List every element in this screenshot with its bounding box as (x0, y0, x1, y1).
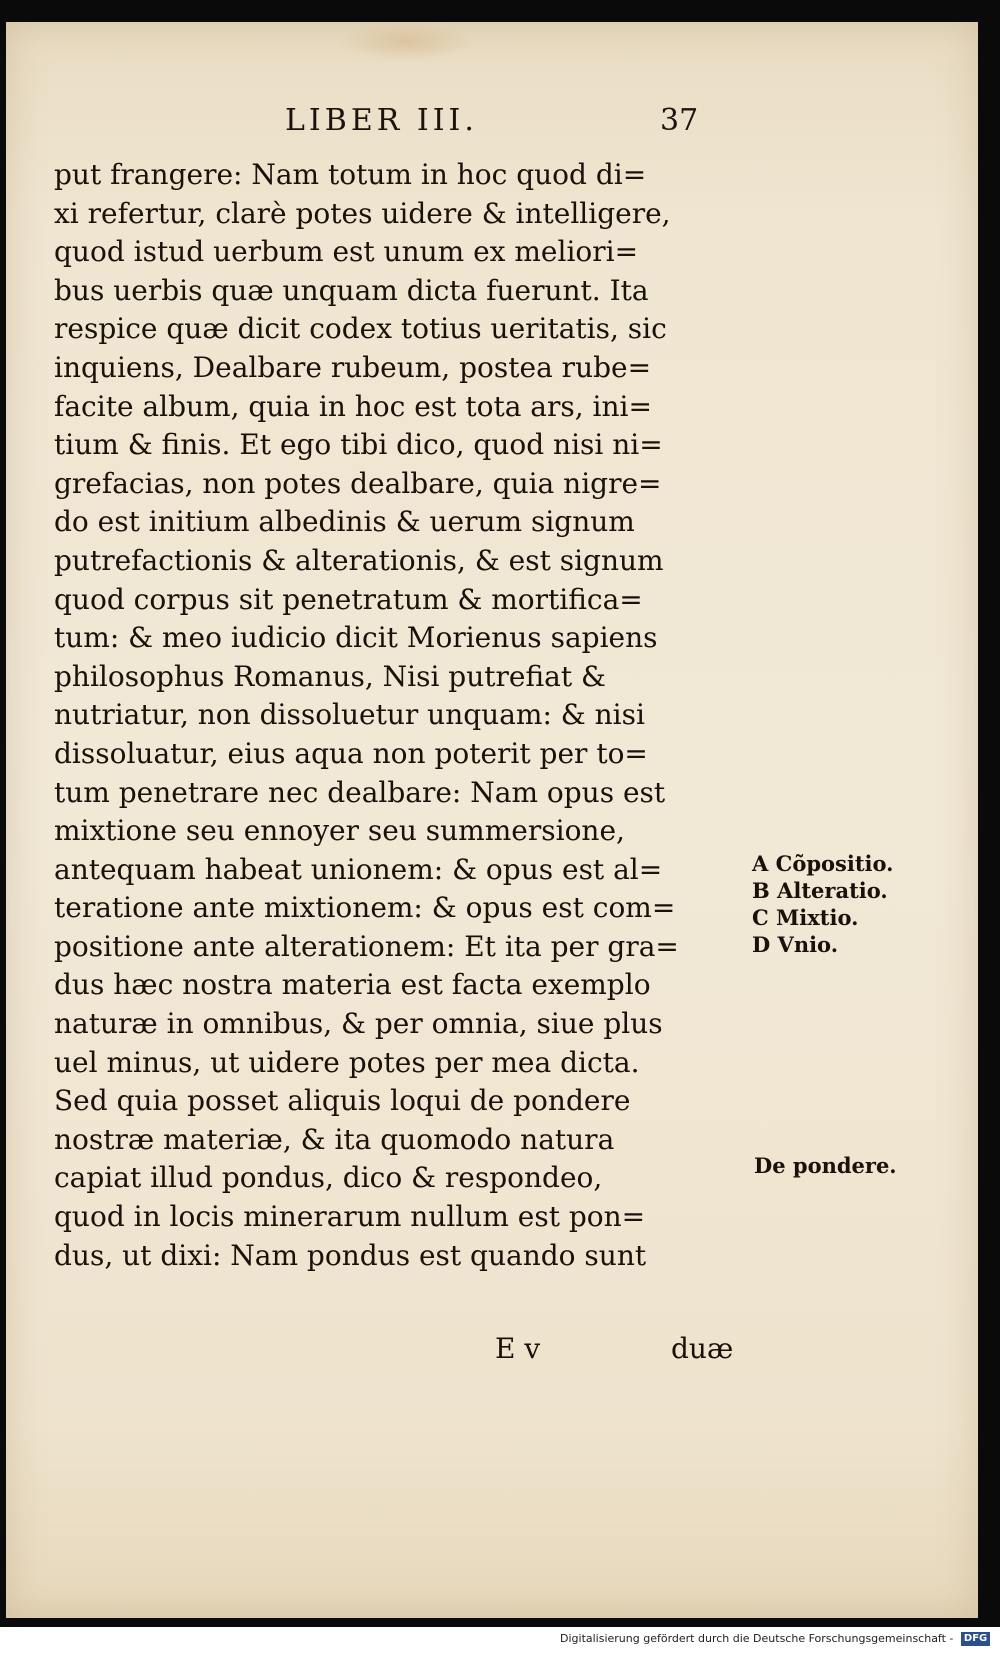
credit-text: Digitalisierung gefördert durch die Deutsche Forschungsgemeinschaft - (560, 1632, 954, 1645)
text-line-6: inquiens, Dealbare rubeum, postea rube= (54, 350, 652, 384)
scan-right-border (978, 0, 1000, 1627)
page-stain (336, 22, 476, 62)
text-line-28: quod in locis minerarum nullum est pon= (54, 1200, 646, 1234)
text-line-18: mixtione seu ennoyer seu summersione, (54, 814, 625, 848)
scan-bottom-border (0, 1618, 1000, 1627)
text-line-2: xi refertur, clarè potes uidere & intelligere, (54, 196, 671, 230)
text-line-10: do est initium albedinis & uerum signum (54, 505, 635, 539)
marginal-note-mixtio: C Mixtio. (752, 905, 859, 930)
scan-top-border (0, 0, 1000, 22)
marginal-note-compositio: A Cõpositio. (752, 851, 894, 876)
marginal-note-alteratio: B Alteratio. (752, 878, 888, 903)
signature-mark: E v (495, 1332, 541, 1365)
body-text (54, 156, 754, 1275)
text-line-21: positione ante alterationem: Et ita per gra= (54, 929, 679, 963)
text-line-7: facite album, quia in hoc est tota ars, ini= (54, 389, 652, 423)
text-line-12: quod corpus sit penetratum & mortifica= (54, 582, 643, 616)
text-line-15: nutriatur, non dissoluetur unquam: & nisi (54, 698, 645, 732)
text-line-19: antequam habeat unionem: & opus est al= (54, 852, 663, 886)
text-line-13: tum: & meo iudicio dicit Morienus sapiens (54, 621, 658, 655)
text-line-8: tium & finis. Et ego tibi dico, quod nisi ni= (54, 428, 663, 462)
marginal-note-de-pondere: De pondere. (754, 1153, 897, 1178)
text-line-26: nostræ materiæ, & ita quomodo natura (54, 1122, 615, 1156)
text-line-9: grefacias, non potes dealbare, quia nigre= (54, 466, 662, 500)
marginal-note-vnio: D Vnio. (752, 932, 839, 957)
text-line-5: respice quæ dicit codex totius ueritatis, sic (54, 312, 667, 346)
text-line-27: capiat illud pondus, dico & respondeo, (54, 1161, 603, 1195)
text-line-23: naturæ in omnibus, & per omnia, siue plus (54, 1007, 663, 1041)
text-line-14: philosophus Romanus, Nisi putrefiat & (54, 659, 606, 693)
catchword: duæ (671, 1332, 734, 1365)
text-line-1: put frangere: Nam totum in hoc quod di= (54, 158, 647, 191)
signature-line (495, 1332, 735, 1372)
text-line-16: dissoluatur, eius aqua non poterit per to= (54, 736, 648, 770)
text-line-29: dus, ut dixi: Nam pondus est quando sunt (54, 1238, 647, 1272)
text-line-20: teratione ante mixtionem: & opus est com= (54, 891, 676, 925)
running-head (285, 103, 715, 143)
text-line-25: Sed quia posset aliquis loqui de pondere (54, 1084, 631, 1118)
page-number: 37 (660, 103, 699, 138)
dfg-logo: DFG (961, 1632, 990, 1646)
text-line-11: putrefactionis & alterationis, & est signum (54, 543, 664, 577)
text-line-17: tum penetrare nec dealbare: Nam opus est (54, 775, 666, 809)
text-line-3: quod istud uerbum est unum ex meliori= (54, 235, 639, 269)
text-line-24: uel minus, ut uidere potes per mea dicta. (54, 1045, 640, 1079)
marginal-notes-stages (752, 850, 893, 958)
text-line-22: dus hæc nostra materia est facta exemplo (54, 968, 651, 1002)
running-title: LIBER III. (285, 103, 478, 138)
digitization-credit (560, 1632, 988, 1648)
text-line-4: bus uerbis quæ unquam dicta fuerunt. Ita (54, 273, 649, 307)
